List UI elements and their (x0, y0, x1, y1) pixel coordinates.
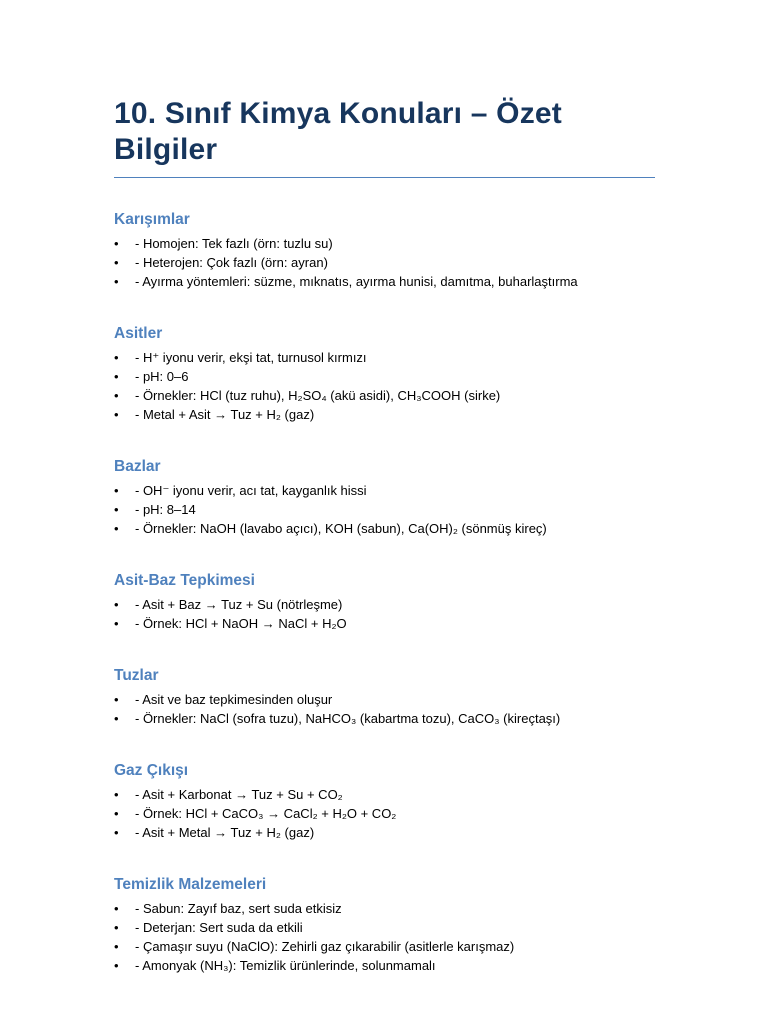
list-item (114, 253, 655, 272)
list-item-text: - Amonyak (NH₃): Temizlik ürünlerinde, solunmamalı (135, 958, 436, 973)
list-item-text: - pH: 8–14 (135, 502, 196, 517)
section (114, 571, 655, 633)
list-item (114, 956, 655, 975)
bullet-icon: • (114, 274, 119, 289)
list-item (114, 367, 655, 386)
bullet-icon: • (114, 369, 119, 384)
list-item-text: - H⁺ iyonu verir, ekşi tat, turnusol kırmızı (135, 350, 367, 365)
list-item-text: - Örnek: HCl + CaCO₃ → CaCl₂ + H₂O + CO₂ (135, 806, 397, 821)
list-item-text: - Heterojen: Çok fazlı (örn: ayran) (135, 255, 328, 270)
list-item-text: - Metal + Asit → Tuz + H₂ (gaz) (135, 407, 315, 422)
bullet-icon: • (114, 407, 119, 422)
section (114, 210, 655, 291)
list-item-text: - Homojen: Tek fazlı (örn: tuzlu su) (135, 236, 333, 251)
list-item-text: - Deterjan: Sert suda da etkili (135, 920, 303, 935)
bullet-icon: • (114, 597, 119, 612)
list-item-text: - Ayırma yöntemleri: süzme, mıknatıs, ayırma hunisi, damıtma, buharlaştırma (135, 274, 578, 289)
bullet-list (114, 595, 655, 633)
list-item (114, 690, 655, 709)
list-item (114, 823, 655, 842)
list-item-text: - Asit + Metal → Tuz + H₂ (gaz) (135, 825, 315, 840)
bullet-icon: • (114, 502, 119, 517)
bullet-icon: • (114, 806, 119, 821)
bullet-list (114, 690, 655, 728)
bullet-icon: • (114, 711, 119, 726)
list-item (114, 614, 655, 633)
bullet-icon: • (114, 787, 119, 802)
list-item (114, 234, 655, 253)
bullet-icon: • (114, 388, 119, 403)
list-item-text: - Çamaşır suyu (NaClO): Zehirli gaz çıkarabilir (asitlerle karışmaz) (135, 939, 515, 954)
bullet-list (114, 899, 655, 975)
section (114, 457, 655, 538)
bullet-icon: • (114, 939, 119, 954)
list-item (114, 595, 655, 614)
bullet-icon: • (114, 920, 119, 935)
section (114, 875, 655, 975)
bullet-icon: • (114, 255, 119, 270)
bullet-list (114, 481, 655, 538)
list-item (114, 272, 655, 291)
list-item-text: - Sabun: Zayıf baz, sert suda etkisiz (135, 901, 342, 916)
section-heading: Karışımlar (114, 211, 190, 228)
list-item (114, 937, 655, 956)
bullet-list (114, 234, 655, 291)
page-title: 10. Sınıf Kimya Konuları – Özet Bilgiler (114, 96, 655, 178)
section-heading: Asit-Baz Tepkimesi (114, 572, 255, 589)
list-item-text: - pH: 0–6 (135, 369, 189, 384)
section-heading: Asitler (114, 325, 163, 342)
list-item (114, 519, 655, 538)
list-item (114, 918, 655, 937)
list-item-text: - OH⁻ iyonu verir, acı tat, kayganlık hissi (135, 483, 367, 498)
list-item-text: - Örnekler: HCl (tuz ruhu), H₂SO₄ (akü asidi), CH₃COOH (sirke) (135, 388, 501, 403)
list-item (114, 481, 655, 500)
list-item (114, 386, 655, 405)
section-heading: Bazlar (114, 458, 161, 475)
bullet-icon: • (114, 616, 119, 631)
list-item (114, 899, 655, 918)
list-item (114, 348, 655, 367)
bullet-icon: • (114, 350, 119, 365)
bullet-icon: • (114, 483, 119, 498)
list-item-text: - Asit ve baz tepkimesinden oluşur (135, 692, 333, 707)
bullet-list (114, 348, 655, 424)
list-item-text: - Örnekler: NaOH (lavabo açıcı), KOH (sabun), Ca(OH)₂ (sönmüş kireç) (135, 521, 547, 536)
bullet-icon: • (114, 825, 119, 840)
section (114, 324, 655, 424)
section-heading: Tuzlar (114, 667, 159, 684)
list-item (114, 785, 655, 804)
section (114, 666, 655, 728)
bullet-list (114, 785, 655, 842)
list-item (114, 709, 655, 728)
document-body (114, 210, 655, 975)
list-item (114, 804, 655, 823)
list-item-text: - Örnekler: NaCl (sofra tuzu), NaHCO₃ (kabartma tozu), CaCO₃ (kireçtaşı) (135, 711, 561, 726)
bullet-icon: • (114, 901, 119, 916)
document-page (114, 96, 655, 975)
list-item (114, 500, 655, 519)
section-heading: Temizlik Malzemeleri (114, 876, 267, 893)
section-heading: Gaz Çıkışı (114, 762, 189, 779)
section (114, 761, 655, 842)
bullet-icon: • (114, 692, 119, 707)
bullet-icon: • (114, 236, 119, 251)
list-item-text: - Asit + Baz → Tuz + Su (nötrleşme) (135, 597, 343, 612)
list-item (114, 405, 655, 424)
list-item-text: - Asit + Karbonat → Tuz + Su + CO₂ (135, 787, 343, 802)
bullet-icon: • (114, 958, 119, 973)
list-item-text: - Örnek: HCl + NaOH → NaCl + H₂O (135, 616, 347, 631)
bullet-icon: • (114, 521, 119, 536)
